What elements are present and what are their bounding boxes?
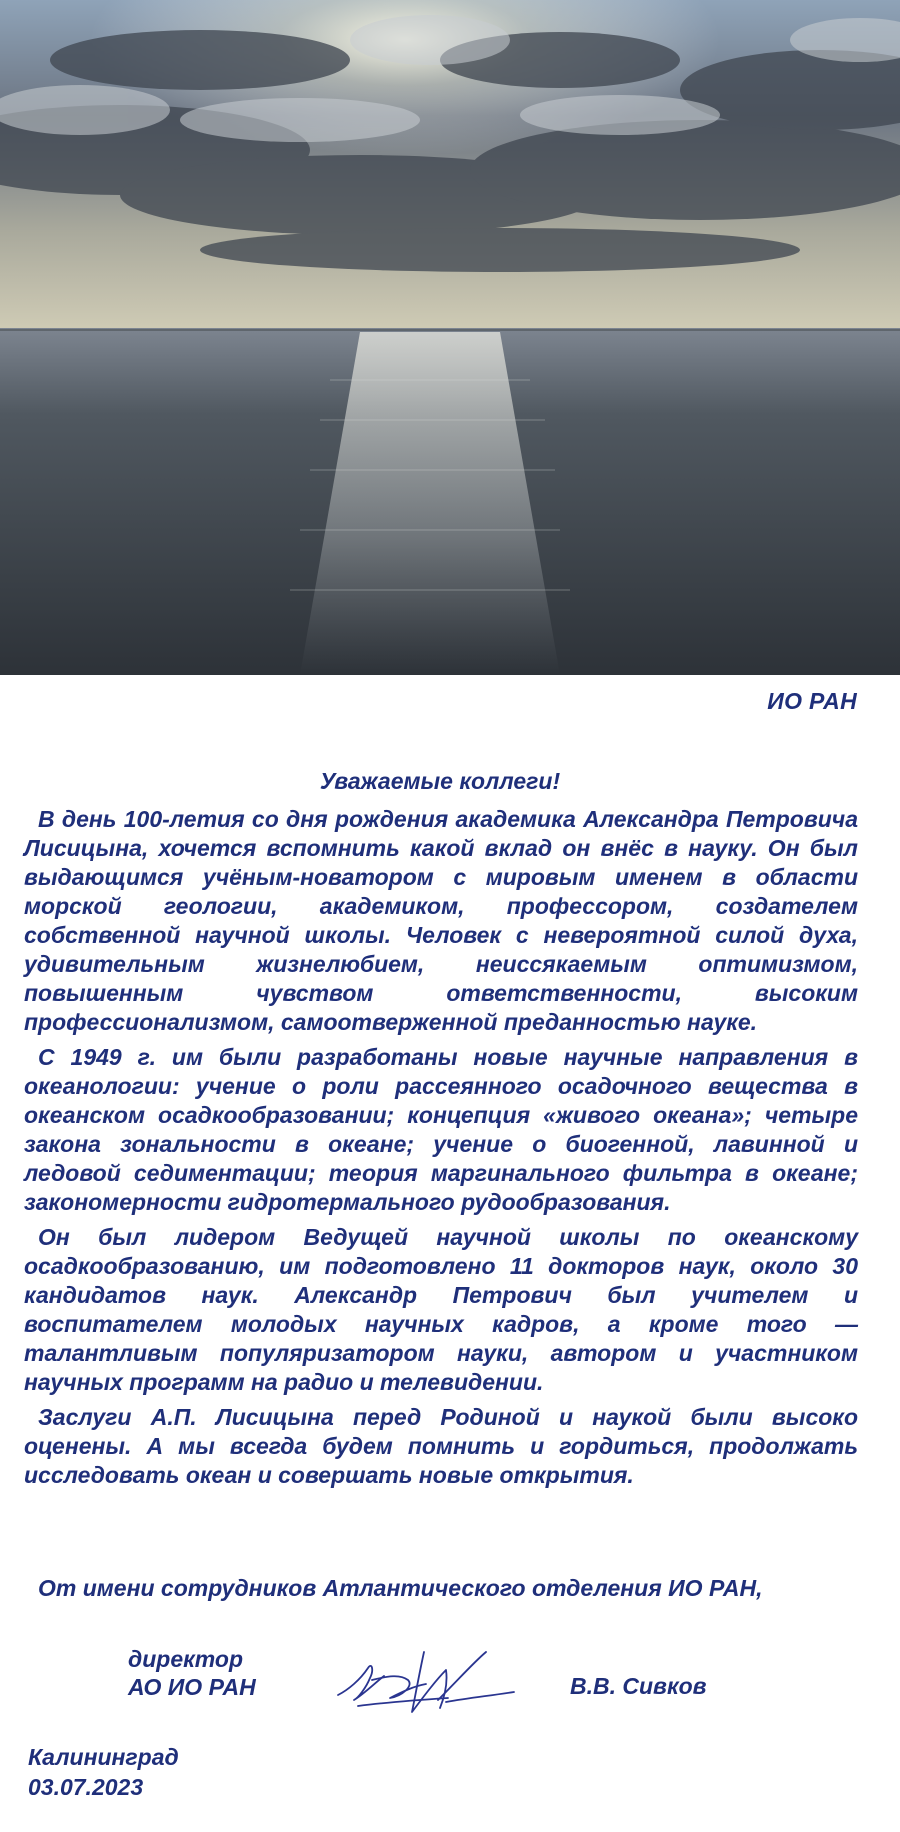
paragraph: В день 100-летия со дня рождения академика Александра Петровича Лисицына, хочется вспомнить какой вклад он внёс в науку. Он был выдающимся учёным-новатором с мировым именем в области морской геологии, академиком, профессором, создателем собственной научной школы. Человек с невероятной силой духа, удивительным жизнелюбием, неиссякаемым оптимизмом, повышенным чувством ответственности, высоким профессионализмом, самоотверженной преданностью науке. [24, 806, 858, 1035]
place-and-date [28, 1742, 179, 1802]
signatory-position [128, 1645, 256, 1701]
sea-and-clouds-photo [0, 0, 900, 675]
date: 03.07.2023 [28, 1774, 144, 1800]
addressee: ИО РАН [767, 688, 857, 714]
paragraph: Он был лидером Ведущей научной школы по океанскому осадкообразованию, им подготовлено 11 докторов наук, около 30 кандидатов наук. Александр Петрович был учителем и воспитателем молодых научных кадров, а кроме того — талантливым популяризатором науки, автором и участником научных программ на радио и телевидении. [24, 1224, 858, 1395]
salutation: Уважаемые коллеги! [319, 768, 561, 794]
place: Калининград [28, 1744, 179, 1770]
closing-line: От имени сотрудников Атлантического отделения ИО РАН, [38, 1575, 763, 1601]
letter-body [24, 805, 858, 1496]
position-organization: АО ИО РАН [128, 1674, 256, 1700]
handwritten-signature [328, 1640, 528, 1730]
position-title: директор [128, 1646, 244, 1672]
paragraph: С 1949 г. им были разработаны новые научные направления в океанологии: учение о роли рассеянного осадочного вещества в океанском осадкообразовании; концепция «живого океана»; четыре закона зональности в океане; учение о биогенной, лавинной и ледовой седиментации; теория маргинального фильтра в океане; закономерности гидротермального рудообразования. [24, 1044, 858, 1215]
paragraph: Заслуги А.П. Лисицына перед Родиной и наукой были высоко оценены. А мы всегда будем помнить и гордиться, продолжать исследовать океан и совершать новые открытия. [24, 1404, 858, 1488]
signatory-name: В.В. Сивков [570, 1673, 707, 1699]
